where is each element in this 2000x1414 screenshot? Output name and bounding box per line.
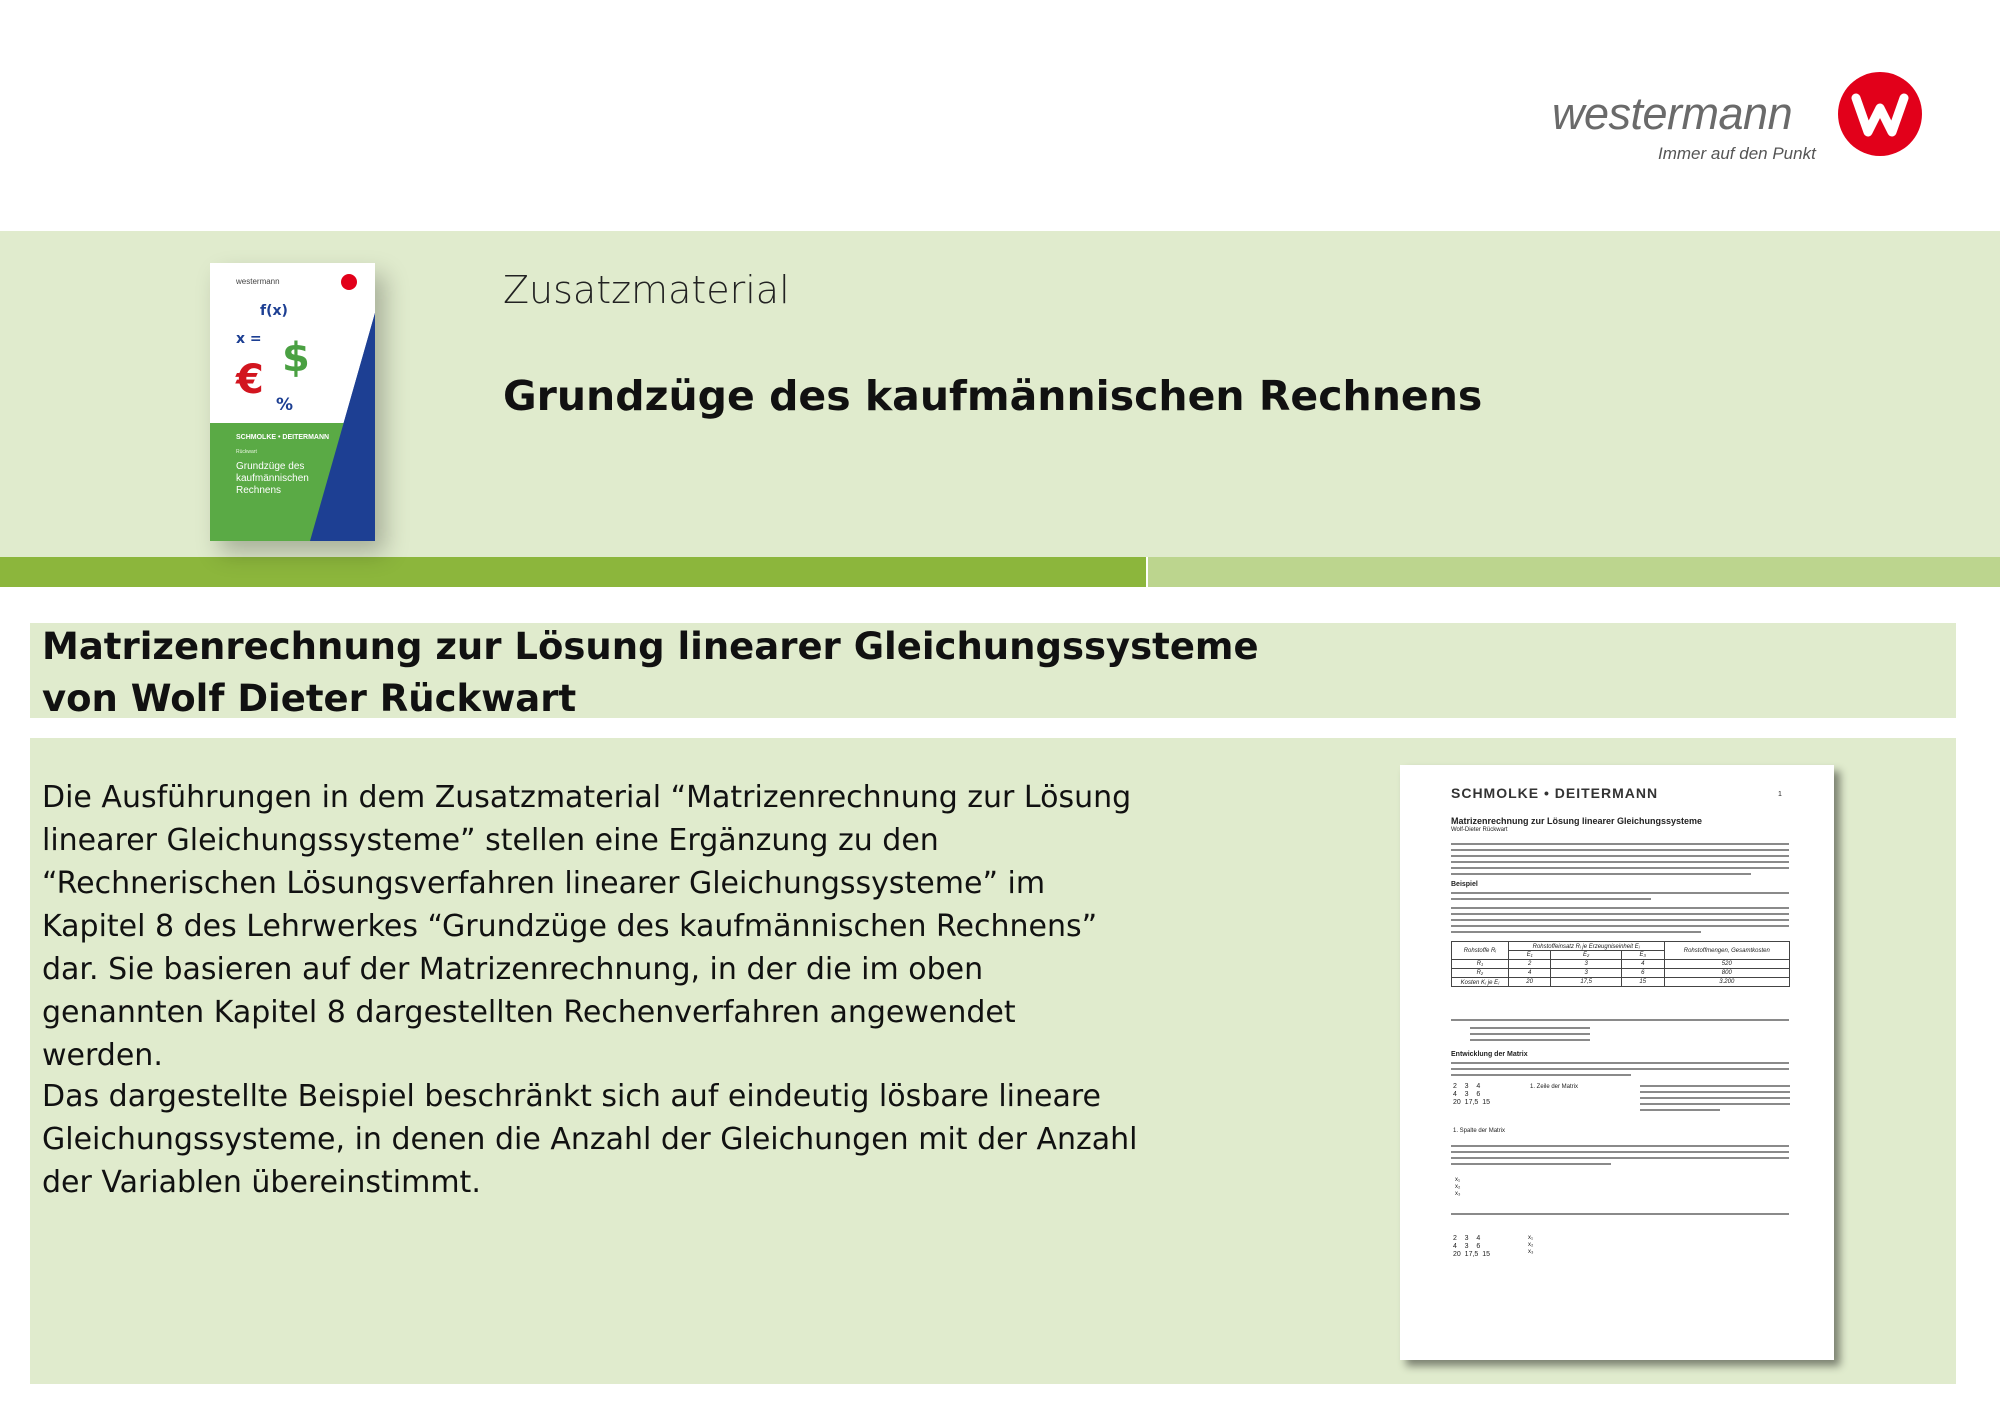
book-subtitle: Rückwart bbox=[236, 449, 257, 455]
brand-tagline: Immer auf den Punkt bbox=[1658, 144, 1816, 163]
table-cell: 15 bbox=[1621, 978, 1664, 987]
book-publisher: westermann bbox=[236, 277, 280, 286]
doc-page-number: 1 bbox=[1778, 791, 1782, 798]
table-row bbox=[1452, 960, 1790, 969]
table-row bbox=[1452, 978, 1790, 987]
table-cell: 800 bbox=[1664, 969, 1789, 978]
doc-table-subheader: E₁ bbox=[1508, 951, 1551, 960]
description-paragraph-1: Die Ausführungen in dem Zusatzmaterial “Matrizenrechnung zur Lösung linearer Gleichungssysteme” stellen eine Ergänzung zu den “Rechnerischen Lösungsverfahren linearer Gleichungssysteme” im Kapitel 8 des Lehrwerkes “Grundzüge des kaufmännischen Rechnens” dar. Sie basieren auf der Matrizenrechnung, in der die im oben genannten Kapitel 8 dargestellten Rechenverfahren angewendet werden. bbox=[42, 780, 1132, 1073]
accent-stripe-dark bbox=[0, 557, 1146, 587]
doc-table-subheader: E₃ bbox=[1621, 951, 1664, 960]
table-cell: 3.200 bbox=[1664, 978, 1789, 987]
doc-table-header: Rohstoffe Rᵢ bbox=[1452, 942, 1509, 960]
accent-stripe-light bbox=[1148, 557, 2000, 587]
doc-label-row: 1. Zeile der Matrix bbox=[1530, 1084, 1579, 1090]
section-title: Matrizenrechnung zur Lösung linearer Gleichungssysteme bbox=[42, 625, 1259, 668]
doc-heading-example: Beispiel bbox=[1451, 881, 1478, 888]
description-paragraph-2: Das dargestellte Beispiel beschränkt sich auf eindeutig lösbare lineare Gleichungssysteme, in denen die Anzahl der Gleichungen mit der Anzahl der Variablen übereinstimmt. bbox=[42, 1079, 1138, 1200]
doc-title: Matrizenrechnung zur Lösung linearer Gleichungssysteme bbox=[1451, 816, 1703, 826]
header-kicker: Zusatzmaterial bbox=[503, 268, 790, 312]
table-cell: 6 bbox=[1621, 969, 1664, 978]
doc-table-header: Rohstoffmengen, Gesamtkosten bbox=[1664, 942, 1789, 960]
table-cell: R₁ bbox=[1452, 960, 1509, 969]
doc-brand: SCHMOLKE • DEITERMANN bbox=[1451, 785, 1659, 801]
book-authors: SCHMOLKE • DEITERMANN bbox=[236, 434, 330, 441]
euro-symbol: € bbox=[236, 357, 264, 403]
doc-vector: x₁ x₂ x₃ bbox=[1455, 1177, 1461, 1197]
page-title: Grundzüge des kaufmännischen Rechnens bbox=[503, 372, 1483, 420]
doc-matrix: 2 3 4 4 3 6 20 17,5 15 bbox=[1453, 1083, 1490, 1106]
table-cell: 17,5 bbox=[1551, 978, 1621, 987]
book-logo-icon bbox=[341, 274, 357, 290]
table-cell: 3 bbox=[1551, 969, 1621, 978]
table-row bbox=[1452, 969, 1790, 978]
table-cell: R₂ bbox=[1452, 969, 1509, 978]
brand-wordmark: westermann bbox=[1552, 88, 1793, 139]
brand-logo-icon bbox=[1838, 72, 1922, 156]
doc-data-table bbox=[1451, 941, 1790, 987]
doc-table-subheader: E₂ bbox=[1551, 951, 1621, 960]
table-cell: 4 bbox=[1621, 960, 1664, 969]
section-author: von Wolf Dieter Rückwart bbox=[42, 677, 577, 720]
doc-matrix-product: 2 3 4 4 3 6 20 17,5 15 bbox=[1453, 1235, 1490, 1258]
document-preview-image bbox=[1400, 765, 1834, 1360]
table-cell: 520 bbox=[1664, 960, 1789, 969]
doc-author: Wolf-Dieter Rückwart bbox=[1451, 827, 1508, 833]
doc-vector-product: x₁ x₂ x₃ bbox=[1528, 1235, 1534, 1255]
doc-label-col: 1. Spalte der Matrix bbox=[1453, 1128, 1506, 1134]
doc-table-header: Rohstoffeinsatz Rᵢ je Erzeugniseinheit Eⱼ bbox=[1508, 942, 1664, 951]
percent-symbol: % bbox=[276, 395, 294, 415]
table-cell: 4 bbox=[1508, 969, 1551, 978]
book-cover-title: Grundzüge des kaufmännischen Rechnens bbox=[236, 461, 309, 496]
table-cell: 2 bbox=[1508, 960, 1551, 969]
x-equals-symbol: x = bbox=[236, 331, 262, 347]
table-cell: 20 bbox=[1508, 978, 1551, 987]
fx-symbol: f(x) bbox=[260, 303, 288, 319]
table-cell: Kosten Kⱼ je Eⱼ bbox=[1452, 978, 1509, 987]
table-cell: 3 bbox=[1551, 960, 1621, 969]
book-cover-image bbox=[210, 263, 375, 541]
dollar-symbol: $ bbox=[282, 335, 310, 381]
doc-heading-matrix: Entwicklung der Matrix bbox=[1451, 1051, 1528, 1058]
